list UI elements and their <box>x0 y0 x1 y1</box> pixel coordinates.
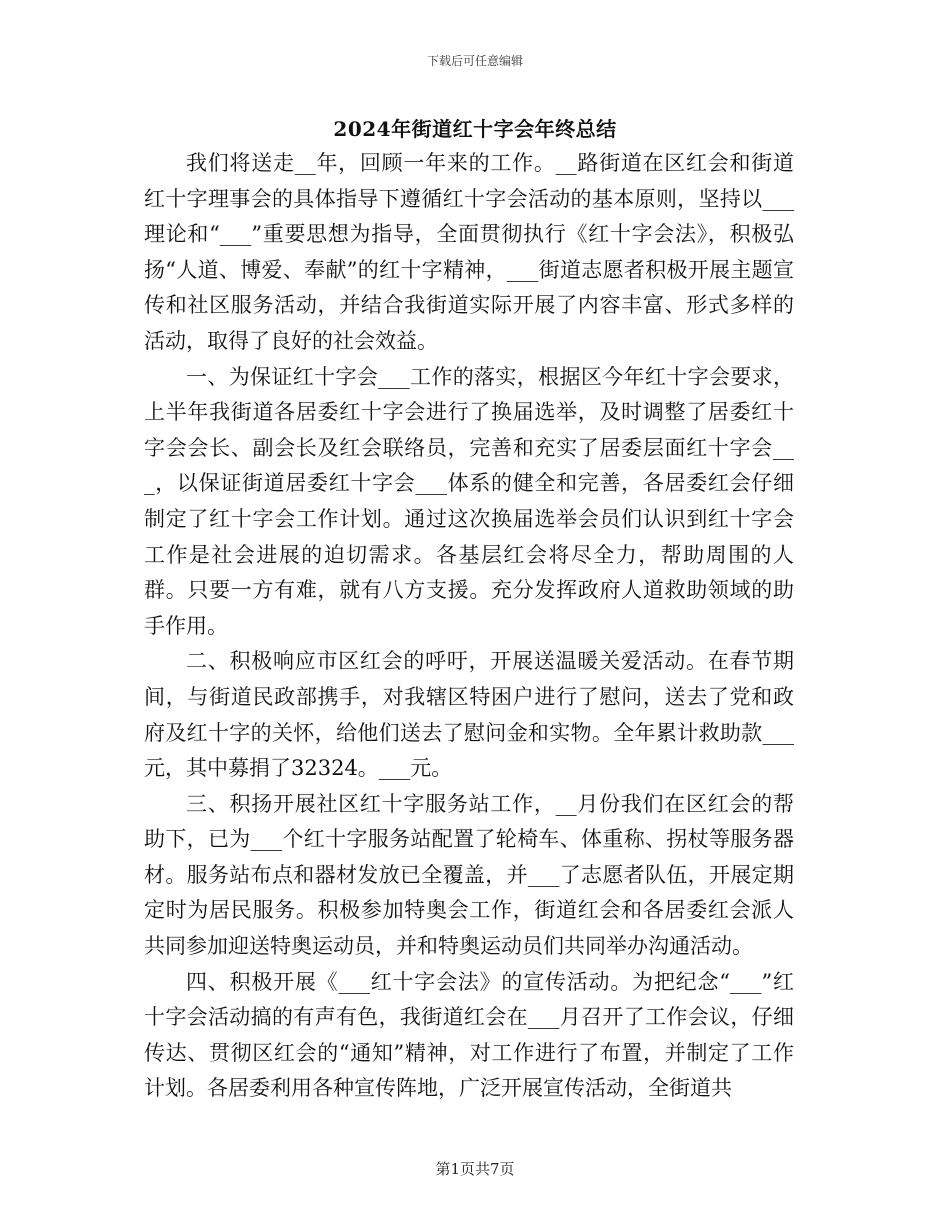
page-number: 第1页共7页 <box>435 1160 515 1178</box>
paragraph-intro: 我们将送走__年，回顾一年来的工作。__路街道在区红会和街道红十字理事会的具体指导下遵循红十字会活动的基本原则，坚持以___理论和“___”重要思想为指导，全面贯彻执行《红十字会法》，积极弘扬“人道、博爱、奉献”的红十字精神，___街道志愿者积极开展主题宣传和社区服务活动，并结合我街道实际开展了内容丰富、形式多样的活动，取得了良好的社会效益。 <box>144 151 794 353</box>
page-header-note: 下载后可任意编辑 <box>426 54 523 68</box>
document-body <box>144 146 794 1107</box>
document-title: 2024年街道红十字会年终总结 <box>333 117 617 141</box>
paragraph-section-4: 四、积极开展《___红十字会法》的宣传活动。为把纪念“___”红十字会活动搞的有声有色，我街道红会在___月召开了工作会议，仔细传达、贯彻区红会的“通知”精神，对工作进行了布置，并制定了工作计划。各居委利用各种宣传阵地，广泛开展宣传活动，全街道共 <box>144 969 794 1101</box>
paragraph-section-2: 二、积极响应市区红会的呼吁，开展送温暖关爱活动。在春节期间，与街道民政部携手，对我辖区特困户进行了慰问，送去了党和政府及红十字的关怀，给他们送去了慰问金和实物。全年累计救助款___元，其中募捐了32324。___元。 <box>144 649 794 781</box>
paragraph-section-3: 三、积扬开展社区红十字服务站工作，__月份我们在区红会的帮助下，已为___个红十字服务站配置了轮椅车、体重称、拐杖等服务器材。服务站布点和器材发放已全覆盖，并___了志愿者队伍，开展定期定时为居民服务。积极参加特奥会工作，街道红会和各居委红会派人共同参加迎送特奥运动员，并和特奥运动员们共同举办沟通活动。 <box>144 791 794 959</box>
paragraph-section-1: 一、为保证红十字会___工作的落实，根据区今年红十字会要求，上半年我街道各居委红十字会进行了换届选举，及时调整了居委红十字会会长、副会长及红会联络员，完善和充实了居委层面红十字会___，以保证街道居委红十字会___体系的健全和完善，各居委红会仔细制定了红十字会工作计划。通过这次换届选举会员们认识到红十字会工作是社会进展的迫切需求。各基层红会将尽全力，帮助周围的人群。只要一方有难，就有八方支援。充分发挥政府人道救助领域的助手作用。 <box>144 364 794 638</box>
